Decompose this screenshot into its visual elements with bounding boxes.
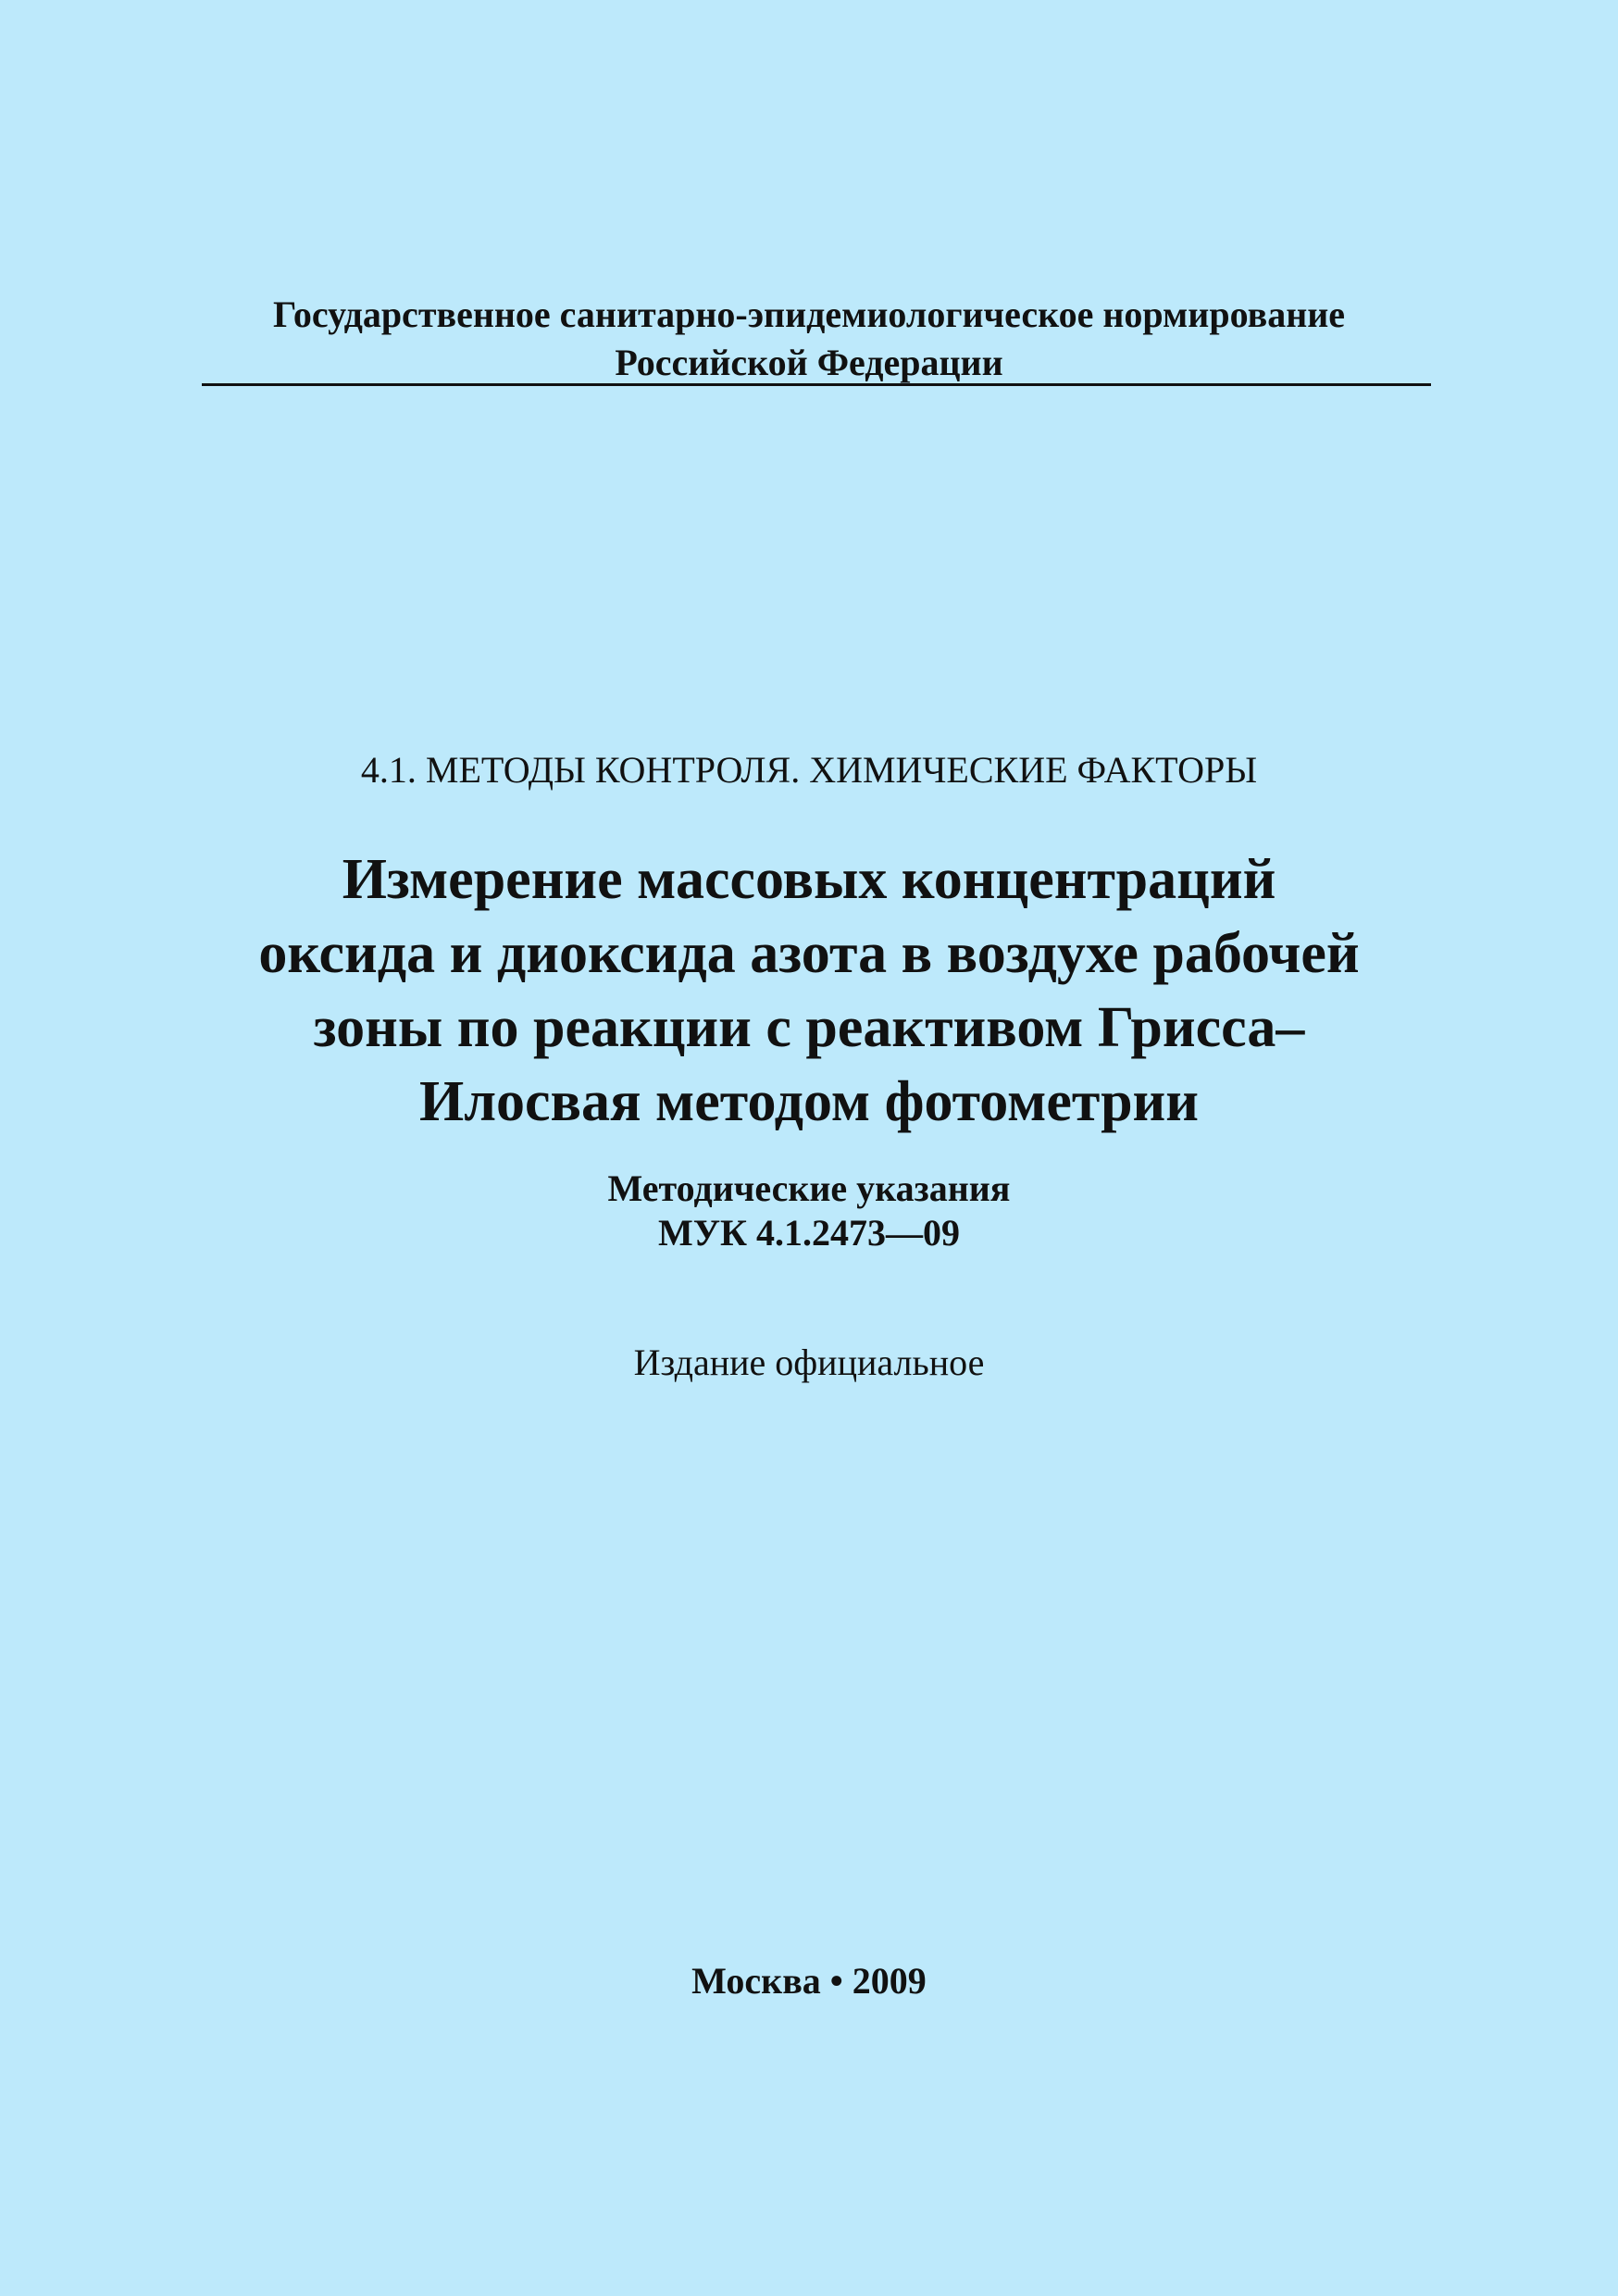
issuing-authority-header — [0, 291, 1618, 387]
edition-note: Издание официальное — [633, 1341, 985, 1383]
title-line-1: Измерение массовых концентраций — [342, 848, 1276, 911]
document-type-block — [0, 1167, 1618, 1255]
header-line-1: Государственное санитарно-эпидемиологическое нормирование — [272, 293, 1346, 335]
document-title — [0, 842, 1618, 1139]
document-code: МУК 4.1.2473—09 — [657, 1212, 961, 1254]
document-type-label: Методические указания — [607, 1167, 1011, 1209]
publisher-imprint: Москва • 2009 — [691, 1960, 927, 2002]
series-heading: 4.1. МЕТОДЫ КОНТРОЛЯ. ХИМИЧЕСКИЕ ФАКТОРЫ — [360, 749, 1258, 791]
title-line-2: оксида и диоксида азота в воздухе рабочей — [258, 922, 1360, 985]
title-line-4: Илосвая методом фотометрии — [419, 1070, 1199, 1133]
title-line-3: зоны по реакции с реактивом Грисса– — [313, 996, 1305, 1059]
header-divider — [202, 383, 1431, 386]
header-line-2: Российской Федерации — [615, 342, 1003, 383]
